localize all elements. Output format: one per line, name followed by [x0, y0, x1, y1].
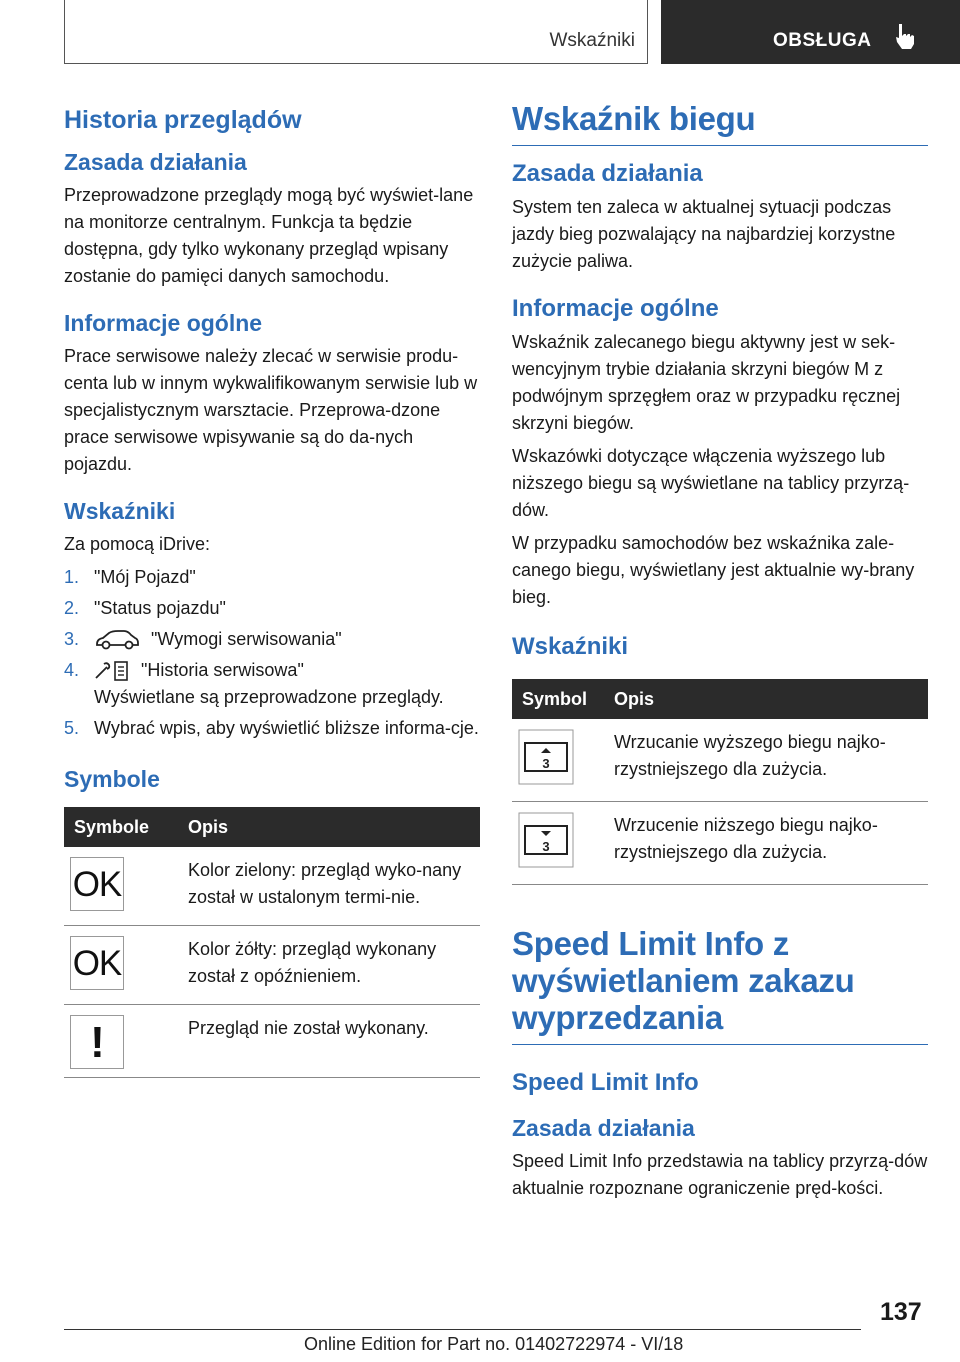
- service-history-title: Historia przeglądów: [64, 106, 302, 134]
- header-section-title: Wskaźniki: [549, 30, 635, 51]
- gear-down-icon: [518, 812, 574, 868]
- col-header-symbol: Symbole: [64, 807, 178, 847]
- general-text-left: Prace serwisowe należy zlecać w serwisie produ-centa lub w innym wykwalifikowanym serwisie lub w specjalistycznym warsztacie. Przeprowa-dzone prace serwisowe wpisywanie są do da-nych pojazdu.: [64, 346, 478, 474]
- step-text: Wybrać wpis, aby wyświetlić bliższe informa-cje.: [94, 718, 479, 738]
- step-number: 2.: [64, 598, 80, 618]
- step-item: [64, 626, 480, 653]
- col-header-desc: Opis: [604, 679, 928, 719]
- ok-green-symbol: OK: [70, 857, 124, 911]
- symbol-desc: Przegląd nie został wykonany.: [178, 1005, 480, 1078]
- symbols-heading: Symbole: [64, 766, 160, 792]
- general-text-right-3: W przypadku samochodów bez wskaźnika zale-canego biegu, wyświetlany jest aktualnie wy-brany bieg.: [512, 533, 915, 607]
- speed-limit-title: Speed Limit Info z wyświetlaniem zakazu wyprzedzania: [512, 925, 928, 1045]
- idrive-steps: [64, 564, 480, 742]
- col-header-desc: Opis: [178, 807, 480, 847]
- general-text-right-2: Wskazówki dotyczące włączenia wyższego lub niższego biegu są wyświetlane na tablicy przyrzą-dów.: [512, 446, 910, 520]
- gear-desc: Wrzucenie niższego biegu najko-rzystniejszego dla zużycia.: [604, 802, 928, 885]
- header-section-box: [64, 0, 648, 64]
- general-heading-left: Informacje ogólne: [64, 310, 263, 336]
- ok-yellow-symbol: OK: [70, 936, 124, 990]
- footer-divider: [64, 1329, 861, 1330]
- step-item: [64, 595, 480, 622]
- principle-text-left: Przeprowadzone przeglądy mogą być wyświet-lane na monitorze centralnym. Funkcja ta będzie dostępna, gdy tylko wykonany przegląd wpisany zostanie do pamięci danych samochodu.: [64, 185, 474, 286]
- general-heading-right: Informacje ogólne: [512, 295, 719, 322]
- speed-limit-text: Speed Limit Info przedstawia na tablicy przyrzą-dów aktualnie rozpoznane ograniczenie pręd-kości.: [512, 1151, 928, 1198]
- header-chapter-box: [661, 0, 960, 64]
- step-number: 4.: [64, 660, 80, 680]
- svg-text:3: 3: [542, 839, 550, 854]
- principle-heading-speed: Zasada działania: [512, 1115, 695, 1141]
- step-item: [64, 715, 480, 742]
- principle-text-right: System ten zaleca w aktualnej sytuacji podczas jazdy bieg pozwalający na najbardziej korzystne zużycie paliwa.: [512, 197, 896, 271]
- car-outline-icon: [94, 629, 140, 651]
- table-row: [512, 719, 928, 802]
- page-number: 137: [880, 1298, 922, 1326]
- svg-text:3: 3: [542, 756, 550, 771]
- symbols-table: [64, 807, 480, 1078]
- principle-heading-left: Zasada działania: [64, 149, 247, 175]
- step-number: 3.: [64, 629, 80, 649]
- indicators-heading-right: Wskaźniki: [512, 633, 629, 660]
- speed-limit-subtitle: Speed Limit Info: [512, 1069, 699, 1096]
- general-text-right-1: Wskaźnik zalecanego biegu aktywny jest w sek-wencyjnym trybie działania skrzyni biegów M z podwójnym sprzęgłem oraz w przypadku ręcznej skrzyni biegów.: [512, 332, 901, 433]
- step-text: "Historia serwisowa": [141, 660, 304, 680]
- step-number: 1.: [64, 567, 80, 587]
- header-chapter-title: OBSŁUGA: [773, 30, 872, 51]
- table-row: [512, 802, 928, 885]
- step-subtext: Wyświetlane są przeprowadzone przeglądy.: [94, 687, 444, 707]
- gear-up-icon: [518, 729, 574, 785]
- principle-heading-right: Zasada działania: [512, 160, 703, 187]
- table-row: [64, 926, 480, 1005]
- gear-symbols-table: [512, 679, 928, 885]
- pointing-hand-icon: [893, 22, 917, 50]
- footer-edition: Online Edition for Part no. 01402722974 - VI/18: [304, 1334, 684, 1354]
- left-column: [64, 96, 480, 1078]
- step-item: [64, 657, 480, 711]
- step-number: 5.: [64, 718, 80, 738]
- idrive-intro: Za pomocą iDrive:: [64, 534, 211, 554]
- exclamation-symbol: !: [70, 1015, 124, 1069]
- gear-indicator-title: Wskaźnik biegu: [512, 100, 928, 146]
- col-header-symbol: Symbol: [512, 679, 604, 719]
- symbol-desc: Kolor zielony: przegląd wyko-nany został w ustalonym termi-nie.: [178, 847, 480, 926]
- step-text: "Mój Pojazd": [94, 567, 196, 587]
- indicators-heading-left: Wskaźniki: [64, 498, 176, 524]
- gear-desc: Wrzucanie wyższego biegu najko-rzystniejszego dla zużycia.: [604, 719, 928, 802]
- right-column: [512, 96, 928, 1208]
- step-item: [64, 564, 480, 591]
- table-row: [64, 847, 480, 926]
- step-text: "Status pojazdu": [94, 598, 226, 618]
- symbol-desc: Kolor żółty: przegląd wykonany został z opóźnieniem.: [178, 926, 480, 1005]
- table-row: [64, 1005, 480, 1078]
- service-history-icon: [94, 660, 130, 682]
- step-text: "Wymogi serwisowania": [151, 629, 342, 649]
